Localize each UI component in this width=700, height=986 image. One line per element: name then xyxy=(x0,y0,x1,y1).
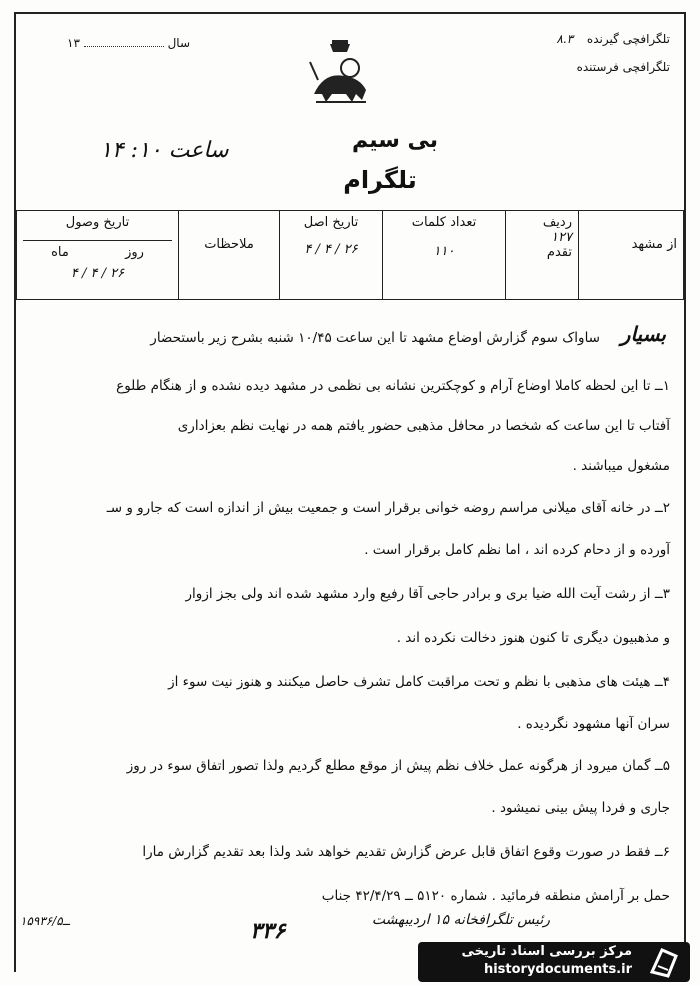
margin-code: ۱۵۹ــ۳۶/۵ xyxy=(20,914,70,928)
arrival-value: ۲۶ / ۴ / ۴ xyxy=(70,266,125,281)
receiver-field xyxy=(556,32,670,46)
origin-date-label: تاریخ اصل xyxy=(303,215,359,230)
body-line: ۴ــ هیئت های مذهبی با نظم و تحت مراقبت کامل تشرف حاصل میکنند و هنوز نیت سوء از xyxy=(168,674,670,690)
body-line: آورده و از دحام کرده اند ، اما نظم کامل برقرار است . xyxy=(364,542,670,558)
receiver-label: تلگرافچی گیرنده xyxy=(586,32,670,46)
words-value: ۱۱۰ xyxy=(433,244,455,259)
arrival-label: تاریخ وصول xyxy=(65,215,130,230)
year-field xyxy=(30,36,190,50)
telegram-title xyxy=(0,166,700,194)
frame-right-rule xyxy=(684,12,686,972)
signature-note: رئیس تلگرافخانه ۱۵ اردیبهشت xyxy=(371,912,550,928)
month-label: ماه xyxy=(51,245,69,260)
day-label: روز xyxy=(125,245,144,260)
row-label: ردیف xyxy=(542,215,572,230)
body-line: مشغول میباشند . xyxy=(572,458,670,474)
archive-logo-icon xyxy=(646,946,682,978)
sender-field xyxy=(577,60,670,74)
arrival-cell xyxy=(17,211,179,300)
year-value: ۱۳ xyxy=(67,36,80,50)
receiver-value: ۸.۳ xyxy=(556,32,574,46)
origin-date-cell xyxy=(280,211,383,300)
body-line: ۲ــ در خانه آقای میلانی مراسم روضه خوانی برقرار است و جمعیت بیش از اندازه است که جارو و سـ xyxy=(106,500,670,516)
body-line: سران آنها مشهود نگردیده . xyxy=(517,716,670,732)
frame-top-rule xyxy=(14,12,686,14)
words-label: تعداد کلمات xyxy=(411,215,477,230)
body-line: و مذهبیون دیگری تا کنون هنوز دخالت نکرده اند . xyxy=(396,630,670,646)
notes-label: ملاحظات xyxy=(204,237,254,252)
body-line: ۶ــ فقط در صورت وقوع اتفاق قابل عرض گزارش تقدیم خواهد شد ولذا بعد تقدیم گزارش مارا xyxy=(142,844,670,860)
telegram-label: تلگرام xyxy=(343,166,417,194)
handwritten-number: ۳۳۶ xyxy=(250,918,286,944)
urgent-stamp: بسیار xyxy=(620,322,666,346)
priority-label: تقدم xyxy=(546,245,572,260)
notes-cell xyxy=(179,211,280,300)
body-line: آفتاب تا این ساعت که شخصا در محافل مذهبی حضور یافتم همه در نهایت نظم بعزاداری xyxy=(177,418,670,434)
body-line: ساواک سوم گزارش اوضاع مشهد تا این ساعت ۱۰/۴۵ شنبه بشرح زیر باستحضار xyxy=(150,330,600,346)
frame-left-rule xyxy=(14,12,16,972)
body-line: ۱ــ تا این لحظه کاملا اوضاع آرام و کوچکترین نشانه بی نظمی در مشهد دیده نشده و از هنگام طلوع xyxy=(116,378,670,394)
wireless-label: بی سیم xyxy=(351,128,439,153)
watermark-title: مرکز بررسی اسناد تاریخی xyxy=(461,944,632,959)
origin-date-value: ۲۶ / ۴ / ۴ xyxy=(304,242,358,257)
row-cell xyxy=(506,211,579,300)
body-line: جاری و فردا پیش بینی نمیشود . xyxy=(491,800,670,816)
body-line: ۵ــ گمان میرود از هرگونه عمل خلاف نظم پیش از موقع مطلع گردیم ولذا تصور اتفاق سوء در روز xyxy=(126,758,670,774)
words-cell xyxy=(383,211,506,300)
watermark-url: historydocuments.ir xyxy=(483,962,632,977)
lion-and-sun-emblem-icon xyxy=(306,36,374,108)
watermark-logo xyxy=(418,942,690,982)
route-label: از مشهد xyxy=(631,237,677,252)
route-cell xyxy=(579,211,684,300)
metadata-table xyxy=(16,210,684,300)
arrival-subheader xyxy=(23,240,172,260)
row-value: ۱۲۷ xyxy=(551,230,572,245)
body-line: حمل بر آرامش منطقه فرمائید . شماره ۵۱۲۰ ــ ۴۲/۴/۲۹ جناب xyxy=(321,888,670,904)
body-line: ۳ــ از رشت آیت الله ضیا بری و برادر حاجی آقا رفیع وارد مشهد شده اند ولی بجز ازوار xyxy=(185,586,670,602)
handwritten-hour: ساعت ۱۰: ۱۴ xyxy=(100,138,229,163)
year-label: سال xyxy=(167,36,190,50)
sender-label: تلگرافچی فرستنده xyxy=(576,60,670,74)
